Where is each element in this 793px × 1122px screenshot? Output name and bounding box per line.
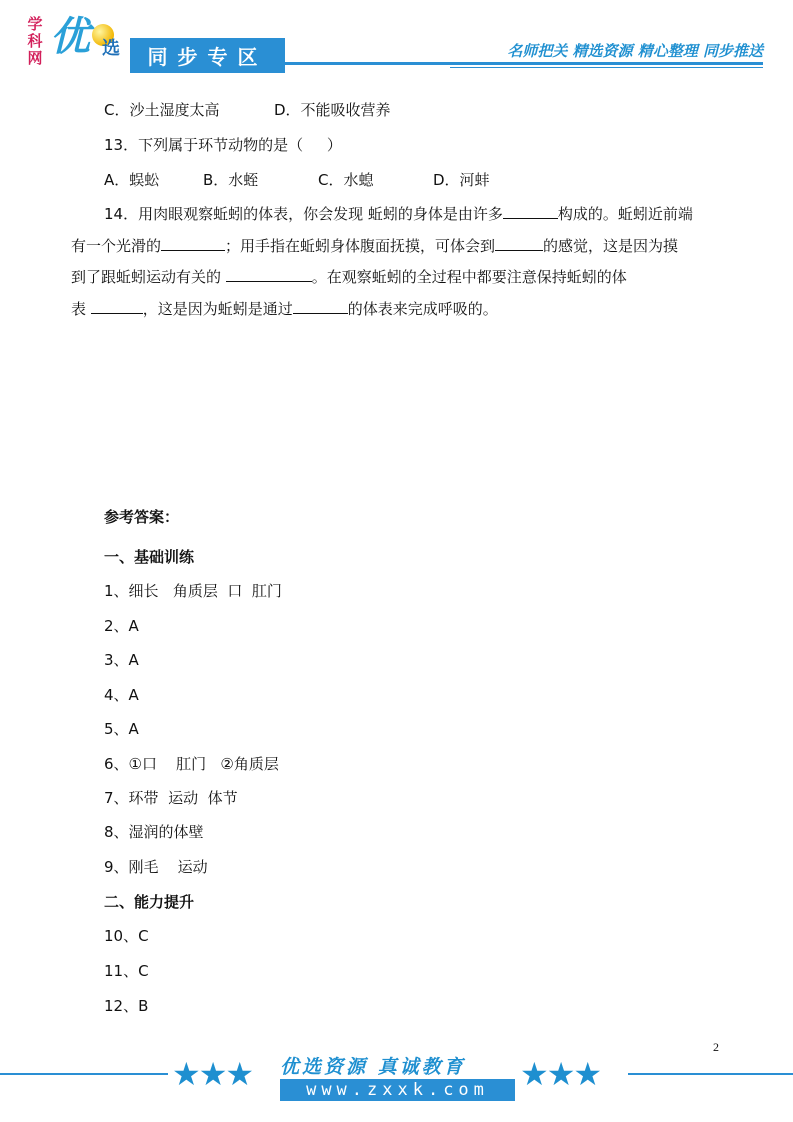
q14-text-2b: ；用手指在蚯蚓身体腹面抚摸，可体会到: [225, 237, 496, 255]
q13-stem: 13．下列属于环节动物的是（ ）: [104, 136, 342, 154]
q13-option-b: B．水蛭: [203, 171, 259, 189]
answer-item: 5、A: [104, 720, 139, 738]
answers-heading: 参考答案：: [104, 508, 180, 526]
answer-item: 12、B: [104, 997, 149, 1015]
answer-item: 3、A: [104, 651, 139, 669]
answers-section-1: 一、基础训练: [104, 548, 195, 566]
answer-blank[interactable]: [293, 299, 348, 314]
answer-item: 8、湿润的体壁: [104, 823, 204, 841]
q13-option-c: C．水螅: [318, 171, 374, 189]
q14-text-2c: 的感觉，这是因为摸: [543, 237, 679, 255]
q14-text-4a: 表: [71, 300, 91, 318]
answer-item: 7、环带 运动 体节: [104, 789, 238, 807]
star-icon: ★★★: [172, 1055, 253, 1093]
q14-text-2a: 有一个光滑的: [71, 237, 162, 255]
header-divider-thin: [450, 67, 763, 68]
header-slogan: 名师把关 精选资源 精心整理 同步推送: [507, 42, 763, 60]
q14-text-4c: 的体表来完成呼吸的。: [347, 300, 498, 318]
footer-line-right: [628, 1073, 793, 1075]
footer-title: 优选资源 真诚教育: [280, 1056, 466, 1078]
answer-blank[interactable]: [91, 299, 143, 314]
answer-item: 2、A: [104, 617, 139, 635]
header-divider: [285, 62, 763, 65]
q14-text-1b: 构成的。蚯蚓近前端: [557, 205, 693, 223]
logo-side-text: 学科网: [27, 15, 43, 67]
q14-text-3b: 。在观察蚯蚓的全过程中都要注意保持蚯蚓的体: [311, 268, 627, 286]
answer-blank[interactable]: [161, 236, 225, 251]
q12-option-d: D．不能吸收营养: [274, 101, 391, 119]
answer-item: 9、刚毛 运动: [104, 858, 208, 876]
star-icon: ★★★: [520, 1055, 601, 1093]
logo-main-text: 优: [50, 13, 90, 60]
answer-item: 6、①口 肛门 ②角质层: [104, 755, 279, 773]
q14-line-4: [71, 299, 498, 319]
q14-line-2: [71, 236, 678, 256]
site-logo: [22, 14, 132, 76]
answers-section-2: 二、能力提升: [104, 893, 195, 911]
answer-blank[interactable]: [226, 267, 312, 282]
section-banner: 同步专区: [130, 38, 285, 73]
q14-line-1: [104, 204, 693, 224]
answer-blank[interactable]: [503, 204, 558, 219]
q13-option-d: D．河蚌: [433, 171, 490, 189]
q14-line-3: [71, 267, 627, 287]
q14-text-1a: 14．用肉眼观察蚯蚓的体表，你会发现 蚯蚓的身体是由许多: [104, 205, 503, 223]
answer-item: 11、C: [104, 962, 149, 980]
footer-url[interactable]: www.zxxk.com: [280, 1079, 515, 1101]
answer-blank[interactable]: [495, 236, 543, 251]
logo-xuan-text: 选: [102, 38, 120, 59]
answer-item: 1、细长 角质层 口 肛门: [104, 582, 282, 600]
q14-text-4b: ，这是因为蚯蚓是通过: [142, 300, 293, 318]
q12-option-c: C．沙土湿度太高: [104, 101, 220, 119]
answer-item: 10、C: [104, 927, 149, 945]
answer-item: 4、A: [104, 686, 139, 704]
q13-option-a: A．蜈蚣: [104, 171, 160, 189]
page-number: 2: [713, 1040, 719, 1054]
footer-line-left: [0, 1073, 168, 1075]
q14-text-3a: 到了跟蚯蚓运动有关的: [71, 268, 226, 286]
